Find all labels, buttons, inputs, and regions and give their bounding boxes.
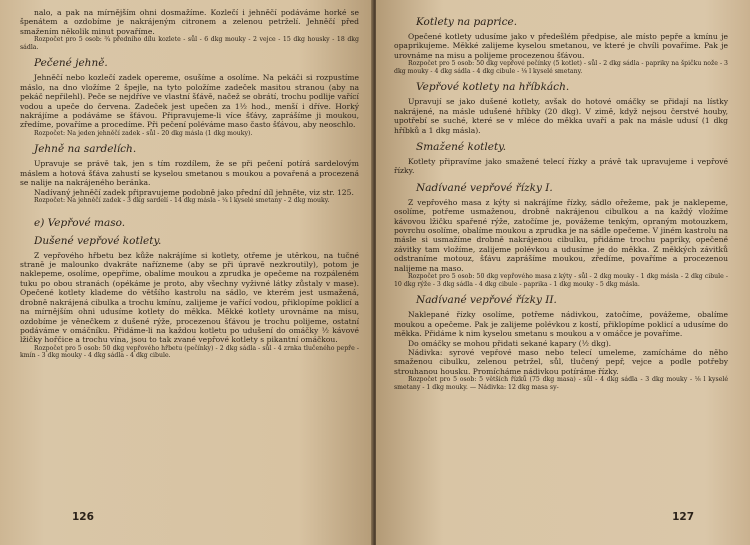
recipe-heading: Nadívané vepřové řízky II. xyxy=(416,294,557,307)
paragraph: Do omáčky se mohou přidati sekané kapary (½ dkg). xyxy=(408,338,612,348)
right-page-content xyxy=(394,16,728,391)
section-heading: e) Vepřové maso. xyxy=(34,216,126,229)
paragraph: Upravuje se právě tak, jen s tím rozdílem, že se při pečení potírá sardelovým máslem a hotová šťáva zahustí se kyselou smetanou s moukou a povařená a procezená se nalije na nakrájeného beránka. xyxy=(20,159,359,188)
paragraph: Opečené kotlety udusíme jako v předešlém předpise, ale místo pepře a kmínu je opaprikujeme. Měkké zalijeme kyselou smetanou, ve které je chvíli povaříme. Pak je urovnáme na misu a polijeme procezenou šťávou. xyxy=(394,32,728,60)
paragraph: Kotlety připravíme jako smažené telecí řízky a právě tak upravujeme i vepřové řízky. xyxy=(394,157,728,176)
recipe-heading: Kotlety na paprice. xyxy=(416,16,518,28)
recipe-budget: Rozpočet pro 5 osob: 50 dkg vepřového masa z kýty - sůl - 2 dkg mouky - 1 dkg másla - 2 dkg cibule - 10 dkg rýže - 3 dkg sádla - 4 dkg cibule - paprika - 1 dkg mouky - 5 dkg másla. xyxy=(394,273,728,288)
paragraph: Z vepřového masa z kýty si nakrájíme řízky, sádlo ořežeme, pak je naklepeme, osolíme, potřeme usmaženou, drobně nakrájenou cibulkou a na každý vložíme kávovou lžičku spařené rýže, zatočíme je, povážeme tenkým, opraným motouzkem, povrchu osolíme, obalíme moukou a zprudka je na sádle opečeme. V jiném kastrolu na másle si usmažíme drobně nakrájenou cibulku, přidáme trochu papriky, opečené závitky tam vložíme, zalijeme polévkou a udusíme je do měkka. Z měkkých závitků odstraníme motouz, šťávu zaprášíme moukou, zředíme, povaříme a procezenou nalijeme na maso. xyxy=(394,197,728,273)
page-number-right: 127 xyxy=(672,511,694,523)
recipe-heading: Nadívané vepřové řízky I. xyxy=(416,181,553,194)
paragraph: nalo, a pak na mírnějším ohni dosmažíme. Kozlečí i jehněčí podáváme horké se špenátem a ozdobíme je nakrájeným citronem a zelenou petrželí. Jehněčí před smažením několik minut povaříme. xyxy=(20,8,359,36)
recipe-budget: Rozpočet pro 5 osob: 5 větších řízků (75 dkg masa) - sůl - 4 dkg sádla - 3 dkg mouky - ⅛ l kyselé smetany - 1 dkg mouky. — Nádivka: 12 dkg masa sy- xyxy=(394,376,728,391)
paragraph: Nádivka: syrové vepřové maso nebo telecí umeleme, zamícháme do něho smaženou cibulku, zelenou petržel, sůl, tlučený pepř, vejce a podle potřeby strouhanou housku. Promícháme nádivkou potíráme řízky. xyxy=(394,347,728,376)
recipe-heading: Smažené kotlety. xyxy=(416,141,507,154)
left-page xyxy=(0,0,373,545)
recipe-budget: Rozpočet pro 5 osob: 50 dkg vepřového hřbetu (pečínky) - 2 dkg sádla - sůl - 4 zrnka tlučeného pepře - kmín - 3 dkg mouky - 4 dkg sádla - 4 dkg cibule. xyxy=(20,344,359,360)
recipe-heading: Dušené vepřové kotlety. xyxy=(34,234,162,247)
paragraph: Naklepané řízky osolíme, potřeme nádivkou, zatočíme, povážeme, obalíme moukou a opečeme. Pak je zalijeme polévkou z kostí, přiklopíme poklicí a udusíme do měkka. Přidáme k nim kyselou smetanu s moukou a v omáčce je povaříme. xyxy=(394,310,728,339)
recipe-heading: Vepřové kotlety na hříbkách. xyxy=(416,81,570,94)
left-page-content xyxy=(20,8,359,360)
recipe-heading: Pečené jehně. xyxy=(34,57,108,70)
right-page xyxy=(376,0,750,545)
page-number-left: 126 xyxy=(72,511,94,523)
recipe-budget: Rozpočet: Na jeden jehněčí zadek - sůl - 20 dkg másla (1 dkg mouky). xyxy=(34,129,253,137)
recipe-budget: Rozpočet pro 5 osob: 50 dkg vepřové pečínky (5 kotlet) - sůl - 2 dkg sádla - papriky na špičku nože - 3 dkg mouky - 4 dkg sádla - 4 dkg cibule - ⅛ l kyselé smetany. xyxy=(394,60,728,75)
recipe-budget: Rozpočet: Na jehněčí zadek - 3 dkg sardelí - 14 dkg másla - ¼ l kyselé smetany - 2 dkg mouky. xyxy=(34,197,330,205)
paragraph: Nadívaný jehněčí zadek připravujeme podobně jako přední díl jehněte, viz str. 125. xyxy=(34,187,354,197)
paragraph: Jehněčí nebo kozlečí zadek opereme, osušíme a osolíme. Na pekáči si rozpustíme máslo, na dno vložíme 2 špejle, na tyto položíme zadeček masitou stranou (aby na pekáč nepřilehl). Peče se nejdříve ve vlastní šťávě, načež se obrátí, trochu podlije vařící vodou a upeče do červena. Zadeček jest upečen za 1½ hod., menší i dříve. Horký nakrájíme a podáváme se šťávou. Připravujeme-li více šťávy, zaprášíme ji moukou, zředíme, povaříme a procedíme. Při pečení poléváme maso často šťávou, aby neoschlo. xyxy=(20,73,359,130)
recipe-heading: Jehně na sardelích. xyxy=(34,143,137,156)
paragraph: Upravují se jako dušené kotlety, avšak do hotové omáčky se přidají na lístky nakrájené, na másle udušené hříbky (20 dkg). V zimě, když nejsou čerstvé houby, upotřebí se suché, které se v mléce do měkka uvaří a pak na másle udusí (1 dkg hříbků a 1 dkg másla). xyxy=(394,97,728,135)
recipe-budget: Rozpočet pro 5 osob: ¾ předního dílu kozlete - sůl - 6 dkg mouky - 2 vejce - 15 dkg housky - 18 dkg sádla. xyxy=(20,36,359,51)
paragraph: Z vepřového hřbetu bez kůže nakrájíme si kotlety, otřeme je utěrkou, na tučné straně je malounko dvakráte nařízneme (aby se při úpravě nezkroutily), potom je naklepeme, osolíme, opepříme, obalíme moukou a zprudka je opečeme na rozpáleném tuku po obou stranách (opékáme je proto, aby všechny vyživné látky zůstaly v mase). Opečené kotlety klademe do většího kastrolu na sádlo, ve kterém jest usmažená, drobně nakrájená cibulka a trochu kmínu, zalijeme je vařící vodou, přiklopíme poklicí a na mírnějším ohni udusíme kotlety do měkka. Měkké kotlety urovnáme na misu, ozdobíme je věnečkem z dušené rýže, procezenou šťávou je trochu polijeme, ostatní podáváme v omáčníku. Přidáme-li na každou kotletu po udušení do omáčky ½ kávové lžičky hořčice a trochu vína, jsou to tak zvané vepřové kotlety s pikantní omáčkou. xyxy=(20,250,359,345)
